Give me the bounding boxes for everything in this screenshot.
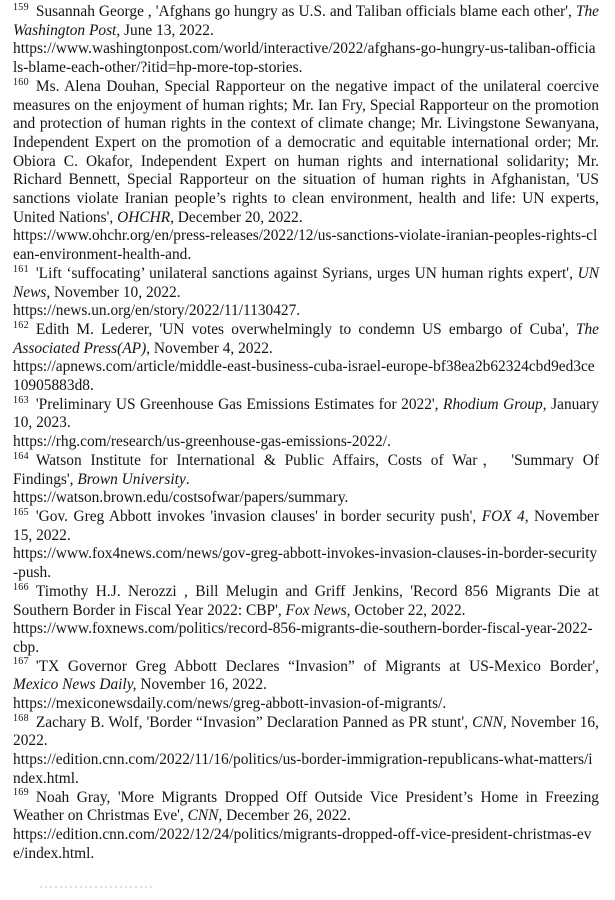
footnote-text [13,583,599,620]
footnote-169 [13,789,599,864]
citation-text: Watson Institute for International & Public Affairs, Costs of War， 'Summary Of Findings', [13,451,599,488]
footnote-url: https://www.foxnews.com/politics/record-856-migrants-die-southern-border-fiscal-year-2022-cbp. [13,620,593,656]
citation-text: . [185,470,190,488]
footnote-159 [13,3,599,78]
footnote-number: 168 [13,712,29,724]
footnote-url: https://apnews.com/article/middle-east-business-cuba-israel-europe-bf38ea2b62324cbd9ed3ce10905883d8. [13,358,595,395]
footnote-text [13,78,599,228]
footnote-number: 162 [13,319,29,331]
source-name: CNN, [187,807,223,825]
source-name: Rhodium Group [443,395,543,413]
footnote-number: 163 [13,394,29,406]
footnote-text [13,658,599,695]
footnote-url: https://watson.brown.edu/costsofwar/papers/summary. [13,489,349,507]
source-name: CNN, [472,713,507,731]
citation-text: 'Lift ‘suffocating’ unilateral sanctions against Syrians, urges UN human rights expert', [35,264,578,282]
footnote-163 [13,396,599,452]
source-name: Mexico News Daily, [13,676,137,694]
source-name: Brown University [77,470,186,488]
citation-text: Ms. Alena Douhan, Special Rapporteur on the negative impact of the unilateral coercive measures on the enjoyment of human rights; Mr. Ian Fry, Special Rapporteur on the promotion and protection of human rights in the context of climate change; Mr. Livingstone Sewanyana, Independent Expert on the promotion of a democratic and equitable international order; Mr. Obiora C. Okafor, Independent Expert on human rights and international solidarity; Mr. Richard Bennett, Special Rapporteur on the situation of human rights in Afghanistan, 'US sanctions violate Iranian people’s rights to clean environment, health and life: UN experts, United Nations', [13,77,599,226]
footnote-number: 161 [13,263,29,275]
footnotes-list [13,3,599,863]
footnote-168 [13,714,599,789]
citation-text: Noah Gray, 'More Migrants Dropped Off Outside Vice President’s Home in Freezing Weather on Christmas Eve', [13,788,599,825]
source-name: The Associated Press(AP) [13,320,599,357]
source-name: Fox News, [285,601,351,619]
citation-text: November 10, 2022. [50,283,181,301]
footnote-number: 160 [13,76,29,88]
footnote-166 [13,583,599,658]
citation-text: , January 10, 2023. [13,395,599,432]
footnote-text [13,789,599,826]
footnote-url: https://mexiconewsdaily.com/news/greg-abbott-invasion-of-migrants/. [13,695,447,713]
clipped-next-line [40,886,152,888]
footnote-number: 167 [13,656,29,668]
footnote-number: 164 [13,450,29,462]
citation-text: 'Gov. Greg Abbott invokes 'invasion clauses' in border security push', [35,507,482,525]
footnote-text [13,452,599,489]
citation-text: Zachary B. Wolf, 'Border “Invasion” Declaration Panned as PR stunt', [35,713,473,731]
footnote-number: 169 [13,787,29,799]
footnote-text [13,714,599,751]
citation-text: , November 4, 2022. [146,339,273,357]
footnote-text [13,265,599,302]
footnote-number: 166 [13,581,29,593]
footnote-161 [13,265,599,321]
citation-text: 'TX Governor Greg Abbott Declares “Invasion” of Migrants at US-Mexico Border', [35,657,599,675]
citation-text: Susannah George , 'Afghans go hungry as U.S. and Taliban officials blame each other', [35,3,576,20]
footnote-text [13,321,599,358]
footnote-url: https://www.ohchr.org/en/press-releases/2022/12/us-sanctions-violate-iranian-peoples-rights-clean-environment-health-and. [13,227,598,264]
citation-text: November 16, 2022. [136,676,267,694]
footnote-162 [13,321,599,396]
citation-text: Timothy H.J. Nerozzi , Bill Melugin and Griff Jenkins, 'Record 856 Migrants Die at Southern Border in Fiscal Year 2022: CBP', [13,582,599,619]
footnote-url: https://www.fox4news.com/news/gov-greg-abbott-invokes-invasion-clauses-in-border-security-push. [13,545,598,582]
footnote-164 [13,452,599,508]
footnote-text [13,3,599,40]
source-name: The Washington Post, [13,3,599,39]
footnote-160 [13,78,599,265]
source-name: UN News, [13,264,599,301]
citation-text: June 13, 2022. [120,21,214,39]
source-name: FOX 4, [481,507,529,525]
citation-text: November 16, 2022. [13,713,599,750]
footnote-url: https://rhg.com/research/us-greenhouse-gas-emissions-2022/. [13,433,391,451]
citation-text: 'Preliminary US Greenhouse Gas Emissions Estimates for 2022', [35,395,444,413]
footnote-url: https://edition.cnn.com/2022/11/16/politics/us-border-immigration-republicans-what-matters/index.html. [13,751,593,787]
footnote-number: 159 [13,1,29,13]
footnote-165 [13,508,599,583]
citation-text: December 20, 2022. [173,208,303,226]
footnote-url: https://edition.cnn.com/2022/12/24/politics/migrants-dropped-off-vice-president-christmas-eve/index.html. [13,825,592,862]
footnote-text [13,508,599,545]
footnote-url: https://www.washingtonpost.com/world/interactive/2022/afghans-go-hungry-us-taliban-officials-blame-each-other/?itid=hp-more-top-stories. [13,40,596,77]
citation-text: November 15, 2022. [13,507,599,544]
citation-text: Edith M. Lederer, 'UN votes overwhelmingly to condemn US embargo of Cuba', [35,320,576,338]
source-name: OHCHR, [117,208,174,226]
footnote-number: 165 [13,506,29,518]
footnote-text [13,396,599,433]
citation-text: October 22, 2022. [350,601,466,619]
citation-text: December 26, 2022. [222,807,351,825]
footnote-167 [13,658,599,714]
footnote-url: https://news.un.org/en/story/2022/11/1130427. [13,302,301,320]
